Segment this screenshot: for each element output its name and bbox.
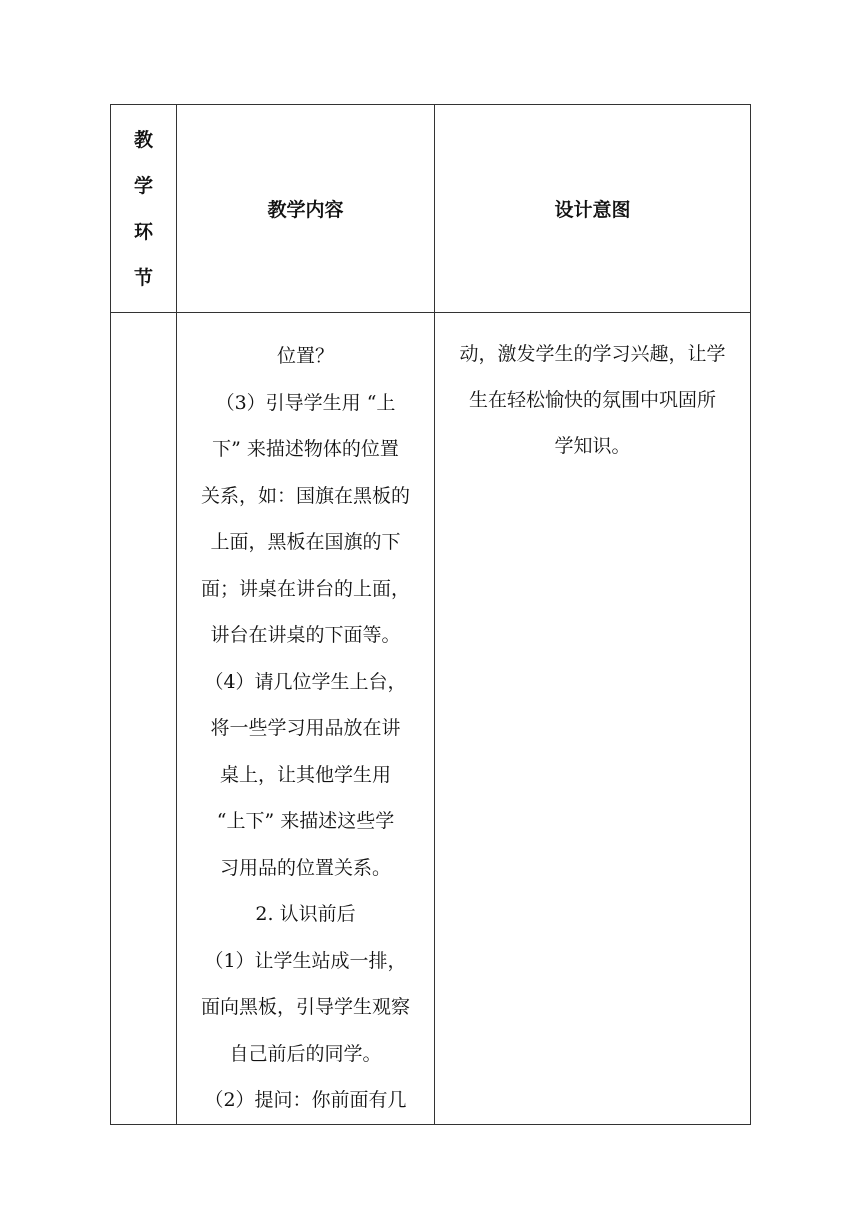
content-header-text: 教学内容 [267, 199, 344, 221]
lesson-plan-table [110, 104, 751, 1125]
content-cell [177, 313, 435, 1125]
content-line: 面；讲桌在讲台的上面， [200, 577, 410, 600]
table-header-row [111, 105, 751, 313]
content-line: （2）提问：你前面有几 [204, 1089, 407, 1111]
intent-line: 学知识。 [554, 435, 631, 457]
intent-line: 生在轻松愉快的氛围中巩固所 [468, 389, 716, 411]
content-line: 面向黑板，引导学生观察 [200, 996, 410, 1018]
stage-header-char: 节 [133, 266, 153, 289]
table-body-row [111, 313, 751, 1125]
content-line: 习用品的位置关系。 [219, 856, 391, 879]
header-cell-intent [435, 105, 751, 313]
content-line: 自己前后的同学。 [229, 1042, 382, 1065]
intent-line: 动，激发学生的学习兴趣，让学 [459, 343, 726, 365]
content-line: 位置？ [276, 345, 334, 367]
stage-cell [111, 313, 177, 1125]
stage-header-char: 学 [133, 174, 153, 197]
content-line: 讲台在讲桌的下面等。 [210, 624, 401, 646]
content-line: （4）请几位学生上台， [204, 670, 407, 693]
intent-text [435, 313, 750, 469]
content-line: 关系，如：国旗在黑板的 [200, 484, 410, 507]
stage-header-text [134, 117, 154, 301]
content-line: 2. 认识前后 [255, 903, 356, 925]
header-cell-content [177, 105, 435, 313]
stage-header-char: 教 [133, 128, 153, 151]
intent-cell [435, 313, 751, 1125]
content-line: “上下” 来描述这些学 [216, 810, 395, 832]
header-cell-stage [111, 105, 177, 313]
content-text [177, 313, 434, 1124]
content-line: 上面，黑板在国旗的下 [210, 531, 401, 553]
stage-header-char: 环 [133, 220, 153, 243]
content-line: 桌上，让其他学生用 [219, 763, 391, 786]
content-line: 将一些学习用品放在讲 [210, 717, 401, 739]
intent-header-text: 设计意图 [554, 199, 631, 221]
content-line: （3）引导学生用 “上 [215, 391, 396, 414]
content-line: （1）让学生站成一排， [204, 949, 407, 972]
content-line: 下” 来描述物体的位置 [212, 438, 399, 460]
